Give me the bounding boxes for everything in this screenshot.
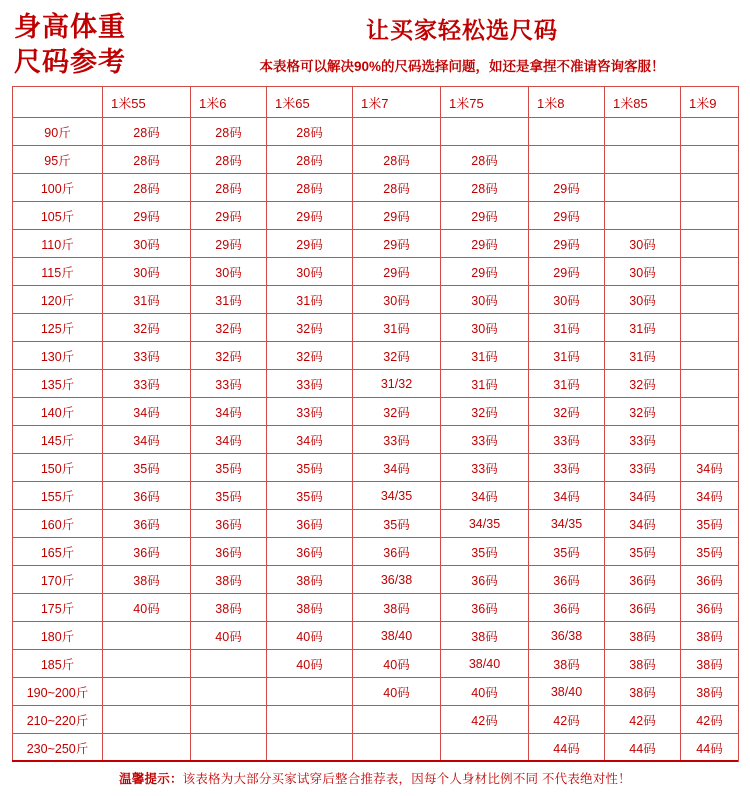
cell-size: 29码 (103, 202, 191, 230)
cell-size (529, 146, 605, 174)
page-header (0, 0, 750, 86)
table-row (13, 594, 739, 622)
cell-size: 44码 (529, 734, 605, 762)
page-title-line-2: 尺码参考 (14, 46, 126, 77)
cell-size (605, 202, 681, 230)
row-header-weight: 105斤 (13, 202, 103, 230)
cell-size: 28码 (191, 118, 267, 146)
cell-size: 36码 (353, 538, 441, 566)
column-header-h155: 1米55 (103, 87, 191, 118)
cell-size: 28码 (103, 146, 191, 174)
table-row (13, 706, 739, 734)
cell-size: 42码 (681, 706, 739, 734)
table-row (13, 678, 739, 706)
cell-size: 34码 (605, 510, 681, 538)
cell-size: 36码 (267, 510, 353, 538)
cell-size (103, 622, 191, 650)
table-row (13, 538, 739, 566)
row-header-weight: 115斤 (13, 258, 103, 286)
row-header-weight: 145斤 (13, 426, 103, 454)
cell-size (529, 118, 605, 146)
row-header-weight: 165斤 (13, 538, 103, 566)
table-row (13, 510, 739, 538)
cell-size (103, 706, 191, 734)
header-text-block (184, 8, 740, 75)
table-head (13, 87, 739, 118)
cell-size (681, 370, 739, 398)
cell-size: 35码 (441, 538, 529, 566)
cell-size: 31/32 (353, 370, 441, 398)
cell-size: 29码 (353, 202, 441, 230)
row-header-weight: 190~200斤 (13, 678, 103, 706)
cell-size: 38/40 (529, 678, 605, 706)
title-block (14, 8, 184, 79)
cell-size: 32码 (267, 342, 353, 370)
cell-size: 30码 (529, 286, 605, 314)
cell-size: 36码 (681, 566, 739, 594)
cell-size: 28码 (103, 174, 191, 202)
cell-size (681, 230, 739, 258)
table-row (13, 482, 739, 510)
cell-size: 36码 (441, 594, 529, 622)
cell-size: 34码 (681, 482, 739, 510)
row-header-weight: 110斤 (13, 230, 103, 258)
cell-size: 28码 (267, 174, 353, 202)
row-header-weight: 155斤 (13, 482, 103, 510)
cell-size: 31码 (267, 286, 353, 314)
cell-size: 35码 (191, 482, 267, 510)
row-header-weight: 90斤 (13, 118, 103, 146)
cell-size (681, 118, 739, 146)
cell-size: 32码 (191, 342, 267, 370)
cell-size: 36码 (267, 538, 353, 566)
cell-size: 32码 (267, 314, 353, 342)
table-row (13, 202, 739, 230)
cell-size (103, 650, 191, 678)
cell-size (353, 118, 441, 146)
cell-size: 35码 (191, 454, 267, 482)
cell-size: 38码 (681, 678, 739, 706)
cell-size: 30码 (191, 258, 267, 286)
cell-size: 34码 (681, 454, 739, 482)
cell-size: 29码 (529, 230, 605, 258)
cell-size: 33码 (529, 426, 605, 454)
cell-size: 29码 (441, 202, 529, 230)
cell-size: 31码 (529, 314, 605, 342)
cell-size: 36码 (441, 566, 529, 594)
cell-size: 32码 (353, 342, 441, 370)
main-heading: 让买家轻松选尺码 (366, 17, 558, 43)
table-row (13, 622, 739, 650)
row-header-weight: 95斤 (13, 146, 103, 174)
cell-size: 34码 (605, 482, 681, 510)
cell-size: 29码 (191, 202, 267, 230)
cell-size: 34码 (267, 426, 353, 454)
cell-size: 31码 (191, 286, 267, 314)
size-table (12, 86, 739, 762)
cell-size: 34码 (529, 482, 605, 510)
cell-size: 33码 (441, 426, 529, 454)
cell-size: 31码 (103, 286, 191, 314)
cell-size: 36码 (605, 594, 681, 622)
cell-size: 38码 (103, 566, 191, 594)
cell-size: 30码 (605, 258, 681, 286)
table-row (13, 230, 739, 258)
cell-size: 28码 (441, 146, 529, 174)
footer-note (0, 769, 750, 787)
cell-size: 42码 (441, 706, 529, 734)
cell-size: 30码 (267, 258, 353, 286)
cell-size (191, 678, 267, 706)
cell-size (681, 398, 739, 426)
cell-size: 33码 (267, 370, 353, 398)
cell-size: 32码 (605, 398, 681, 426)
row-header-weight: 175斤 (13, 594, 103, 622)
cell-size: 32码 (441, 398, 529, 426)
row-header-weight: 135斤 (13, 370, 103, 398)
cell-size: 31码 (441, 342, 529, 370)
cell-size: 42码 (605, 706, 681, 734)
cell-size: 29码 (441, 230, 529, 258)
cell-size: 30码 (605, 286, 681, 314)
cell-size: 35码 (267, 482, 353, 510)
column-header-h170: 1米7 (353, 87, 441, 118)
cell-size: 28码 (103, 118, 191, 146)
cell-size: 36码 (191, 510, 267, 538)
footer (0, 753, 750, 796)
cell-size: 38码 (353, 594, 441, 622)
cell-size: 28码 (267, 146, 353, 174)
cell-size: 33码 (605, 426, 681, 454)
cell-size: 35码 (267, 454, 353, 482)
cell-size: 34码 (103, 426, 191, 454)
table-row (13, 146, 739, 174)
cell-size: 40码 (353, 678, 441, 706)
cell-size: 34码 (103, 398, 191, 426)
cell-size: 36码 (529, 566, 605, 594)
cell-size: 42码 (529, 706, 605, 734)
cell-size (191, 650, 267, 678)
column-header-h160: 1米6 (191, 87, 267, 118)
cell-size: 30码 (441, 314, 529, 342)
cell-size (267, 706, 353, 734)
cell-size: 38码 (605, 650, 681, 678)
cell-size: 35码 (681, 538, 739, 566)
cell-size: 32码 (353, 398, 441, 426)
cell-size: 38/40 (441, 650, 529, 678)
row-header-weight: 100斤 (13, 174, 103, 202)
cell-size: 32码 (103, 314, 191, 342)
table-row (13, 566, 739, 594)
cell-size: 33码 (441, 454, 529, 482)
cell-size: 40码 (267, 650, 353, 678)
cell-size: 31码 (353, 314, 441, 342)
cell-size: 34码 (441, 482, 529, 510)
table-body (13, 118, 739, 762)
row-header-weight: 210~220斤 (13, 706, 103, 734)
cell-size (605, 174, 681, 202)
column-header-h185: 1米85 (605, 87, 681, 118)
cell-size: 29码 (529, 202, 605, 230)
cell-size: 36码 (103, 482, 191, 510)
cell-size (103, 678, 191, 706)
cell-size: 36码 (681, 594, 739, 622)
cell-size: 38/40 (353, 622, 441, 650)
cell-size: 35码 (353, 510, 441, 538)
cell-size: 31码 (441, 370, 529, 398)
table-row (13, 286, 739, 314)
cell-size: 30码 (441, 286, 529, 314)
table-header-row (13, 87, 739, 118)
sub-heading: 本表格可以解决90%的尺码选择问题，如还是拿捏不准请咨询客服！ (259, 59, 665, 74)
cell-size: 32码 (529, 398, 605, 426)
cell-size: 35码 (681, 510, 739, 538)
cell-size (267, 678, 353, 706)
cell-size (353, 706, 441, 734)
cell-size: 36/38 (529, 622, 605, 650)
cell-size: 32码 (191, 314, 267, 342)
cell-size: 33码 (267, 398, 353, 426)
table-row (13, 650, 739, 678)
cell-size: 34码 (191, 398, 267, 426)
cell-size: 28码 (441, 174, 529, 202)
table-row (13, 398, 739, 426)
column-header-h175: 1米75 (441, 87, 529, 118)
cell-size: 34/35 (441, 510, 529, 538)
row-header-weight: 160斤 (13, 510, 103, 538)
cell-size: 40码 (267, 622, 353, 650)
table-row (13, 118, 739, 146)
row-header-weight: 130斤 (13, 342, 103, 370)
cell-size (681, 286, 739, 314)
table-row (13, 454, 739, 482)
cell-size: 38码 (605, 622, 681, 650)
row-header-weight: 150斤 (13, 454, 103, 482)
cell-size: 31码 (605, 314, 681, 342)
cell-size: 33码 (103, 342, 191, 370)
cell-size: 38码 (191, 594, 267, 622)
cell-size: 40码 (353, 650, 441, 678)
cell-size: 28码 (353, 146, 441, 174)
cell-size: 44码 (605, 734, 681, 762)
cell-size: 29码 (441, 258, 529, 286)
cell-size: 36码 (529, 594, 605, 622)
cell-size: 38码 (441, 622, 529, 650)
row-header-weight: 185斤 (13, 650, 103, 678)
cell-size: 40码 (191, 622, 267, 650)
cell-size: 34/35 (529, 510, 605, 538)
cell-size (681, 314, 739, 342)
cell-size: 34/35 (353, 482, 441, 510)
cell-size: 28码 (353, 174, 441, 202)
cell-size (441, 118, 529, 146)
cell-size: 38码 (605, 678, 681, 706)
cell-size: 29码 (529, 258, 605, 286)
cell-size (605, 118, 681, 146)
cell-size: 40码 (441, 678, 529, 706)
row-header-weight: 120斤 (13, 286, 103, 314)
cell-size: 29码 (529, 174, 605, 202)
table-row (13, 174, 739, 202)
cell-size: 29码 (353, 258, 441, 286)
footer-note-text: 该表格为大部分买家试穿后整合推荐表，因每个人身材比例不同 不代表绝对性！ (182, 772, 631, 786)
cell-size: 30码 (605, 230, 681, 258)
cell-size (681, 342, 739, 370)
cell-size (681, 202, 739, 230)
cell-size: 33码 (103, 370, 191, 398)
cell-size: 36码 (191, 538, 267, 566)
cell-size: 29码 (267, 202, 353, 230)
cell-size: 31码 (529, 342, 605, 370)
column-header-h180: 1米8 (529, 87, 605, 118)
row-header-weight: 230~250斤 (13, 734, 103, 762)
cell-size: 38码 (191, 566, 267, 594)
cell-size: 32码 (605, 370, 681, 398)
cell-size (681, 426, 739, 454)
cell-size (191, 706, 267, 734)
cell-size: 38码 (529, 650, 605, 678)
table-row (13, 314, 739, 342)
cell-size: 30码 (103, 230, 191, 258)
cell-size: 28码 (191, 174, 267, 202)
cell-size: 33码 (191, 370, 267, 398)
column-header-h165: 1米65 (267, 87, 353, 118)
cell-size: 38码 (681, 622, 739, 650)
column-header-h190: 1米9 (681, 87, 739, 118)
table-row (13, 258, 739, 286)
cell-size: 34码 (353, 454, 441, 482)
cell-size: 29码 (267, 230, 353, 258)
cell-size: 38码 (681, 650, 739, 678)
cell-size: 29码 (353, 230, 441, 258)
cell-size (681, 146, 739, 174)
footer-note-label: 温馨提示： (119, 772, 183, 786)
cell-size: 35码 (529, 538, 605, 566)
cell-size: 36码 (103, 538, 191, 566)
cell-size: 29码 (191, 230, 267, 258)
cell-size: 31码 (605, 342, 681, 370)
cell-size: 31码 (529, 370, 605, 398)
footer-divider (12, 760, 738, 762)
cell-size: 30码 (353, 286, 441, 314)
cell-size: 38码 (267, 594, 353, 622)
cell-size: 35码 (605, 538, 681, 566)
cell-size (605, 146, 681, 174)
cell-size: 34码 (191, 426, 267, 454)
row-header-weight: 180斤 (13, 622, 103, 650)
row-header-weight: 170斤 (13, 566, 103, 594)
size-table-wrap (0, 86, 750, 762)
table-row (13, 426, 739, 454)
cell-size: 38码 (267, 566, 353, 594)
cell-size: 36/38 (353, 566, 441, 594)
cell-size: 36码 (103, 510, 191, 538)
cell-size: 33码 (605, 454, 681, 482)
row-header-weight: 125斤 (13, 314, 103, 342)
table-corner-cell (13, 87, 103, 118)
cell-size: 30码 (103, 258, 191, 286)
row-header-weight: 140斤 (13, 398, 103, 426)
cell-size: 40码 (103, 594, 191, 622)
cell-size (681, 174, 739, 202)
cell-size: 28码 (191, 146, 267, 174)
cell-size (681, 258, 739, 286)
cell-size: 44码 (681, 734, 739, 762)
cell-size: 33码 (353, 426, 441, 454)
cell-size: 28码 (267, 118, 353, 146)
table-row (13, 342, 739, 370)
cell-size: 36码 (605, 566, 681, 594)
cell-size: 33码 (529, 454, 605, 482)
cell-size: 35码 (103, 454, 191, 482)
table-row (13, 370, 739, 398)
page-title-line-1: 身高体重 (14, 12, 126, 42)
